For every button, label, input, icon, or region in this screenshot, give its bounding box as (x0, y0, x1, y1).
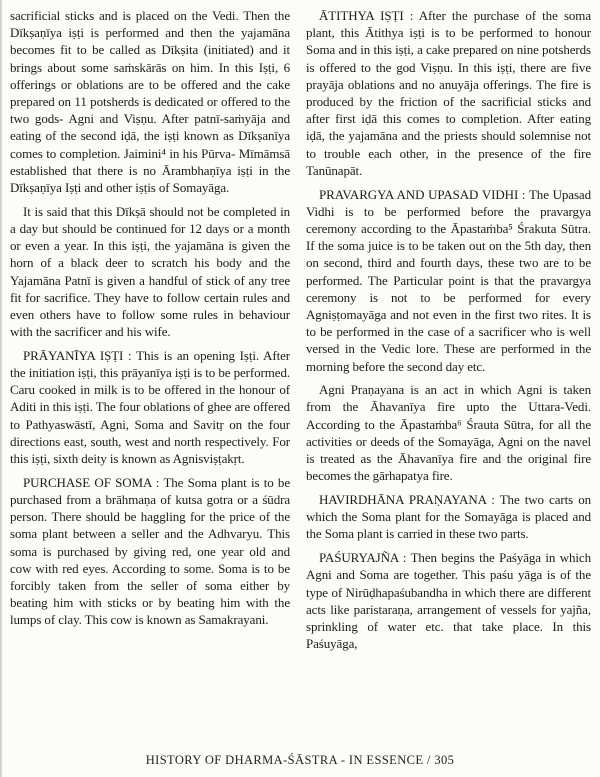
left-paragraph-purchase-of-soma: PURCHASE OF SOMA : The Soma plant is to be purchased from a brāhmaṇa of kutsa gotra or a śūdra person. There should be haggling for the price of the soma plant between a seller and the Adhvaryu. This soma is purchased by giving red, one year old and cow with red eyes. According to some. Soma is to be forcibly taken from the seller of soma either by beating him with sticks or by beating him with the lumps of clay. This cow is known as Samakrayani. (10, 474, 290, 628)
right-paragraph-agni-pranayana: Agni Praṇayana is an act in which Agni is taken from the Āhavanīya fire upto the Uttara-Vedi. According to the Āpastaṁba⁶ Śrauta Sūtra, for all the activities or deeds of the Somayāga, Agni on the navel is treated as the Āhavanīya fire and the original fire becomes the gārhapatya fire. (306, 382, 591, 484)
right-paragraph-pravargya-upasad-vidhi: PRAVARGYA AND UPASAD VIDHI : The Upasad Vidhi is to be performed before the pravargya ceremony according to the Āpastaṁba⁵ Śrakuta Sūtra. If the soma juice is to be taken out on the 5th day, then on second, third and fourth days, these two are to be performed. The Particular point is that the pravargya ceremony is not to be performed for every Agniṣṭomayāga and not even in the first two rites. It is to be performed in the case of a sacrificer who is well versed in the Vedic lore. These are performed in the morning before the second day etc. (306, 186, 591, 374)
right-column (306, 7, 591, 659)
left-column (10, 7, 290, 659)
text-columns (10, 7, 591, 659)
left-paragraph-diksaniya-continuation: sacrificial sticks and is placed on the Vedi. Then the Dīkṣaṇīya iṣṭi is performed and then the yajamāna becomes fit to be called as Dīkṣita (initiated) and it brings about some saṁskārās on him. In this Iṣṭi, 6 offerings or oblations are to be offered and the cake prepared on 11 potsherds is dedicated or offered to the two gods- Agni and Viṣṇu. After patnī-saṁyāja and eating of the second iḍā, the iṣṭi known as Dīkṣanīya comes to completion. Jaimini⁴ in his Pūrva- Mīmāmsā established that there is no Ārambhaṇīya iṣṭi in the Dīkṣaṇīya Iṣṭi and other iṣṭis of Somayāga. (10, 8, 290, 196)
left-paragraph-diksa-rules: It is said that this Dīkṣā should not be completed in a day but should be continued for 12 days or a month or even a year. In this iṣṭi, the yajamāna is given the horn of a black deer to scratch his body and the Yajamāna Patnī is given a handful of stick of any tree fit for sacrifice. They have to follow certain rules and even others have to follow some rules in behaviour with the sacrificer and his wife. (10, 203, 290, 340)
right-paragraph-atithya-isti: ĀTITHYA IṢṬI : After the purchase of the soma plant, this Ātithya iṣṭi is to be performed to honour Soma and in this iṣṭi, a cake prepared on nine potsherds is offered to the god Viṣṇu. In this iṣṭi, there are five prayāja oblations and no anuyāja offerings. The fire is produced by the friction of the sacrificial sticks and after first iḍā this comes to completion. After eating iḍā, the yajamāna and the priests should solemnise not to trouble each other, in the presence of the fire Tanūnapāt. (306, 8, 591, 178)
left-paragraph-prayaniya-isti: PRĀYANĪYA IṢṬI : This is an opening Iṣṭi. After the initiation iṣṭi, this prāyanīya iṣṭi is to be performed. Caru cooked in milk is to be offered in the honour of Aditi in this iṣṭi. The four oblations of ghee are offered to Pathyaswāstī, Agni, Soma and Savitṛ on the four directions east, south, west and north respectively. For this iṣṭi, sixth deity is known as Agnisviṣṭakṛt. (10, 347, 290, 467)
scan-edge-artifact (0, 0, 3, 777)
page-footer: HISTORY OF DHARMA-ŚĀSTRA - IN ESSENCE / 305 (145, 752, 455, 767)
right-paragraph-pasuryajna: PAŚURYAJÑA : Then begins the Paśyāga in which Agni and Soma are together. This paśu yāga is of the type of Nirūḍhapaśubandha in which there are different acts like paristaraṇa, arrangement of vessels for yajña, sprinkling of water etc. that take place. In this Paśuyāga, (306, 550, 591, 652)
right-paragraph-havirdhana-pranayana: HAVIRDHĀNA PRAṆAYANA : The two carts on which the Soma plant for the Somayāga is placed and the Soma plant is carried in these two parts. (306, 491, 591, 542)
